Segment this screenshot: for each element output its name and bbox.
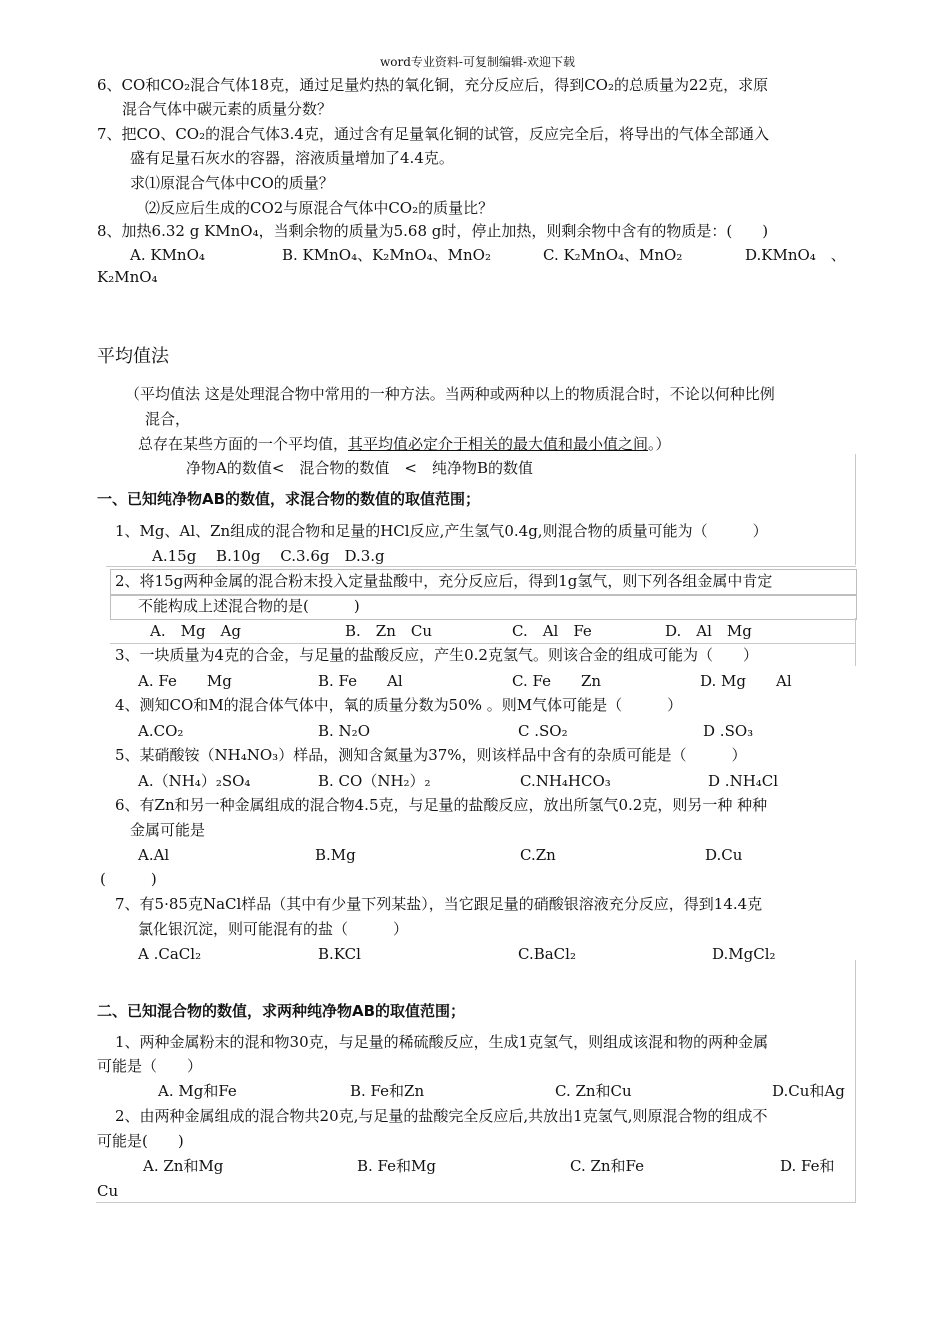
- q7-line1: 7、把CO、CO₂的混合气体3.4克，通过含有足量氧化铜的试管，反应完全后，将导出的气体全部通入: [97, 125, 769, 143]
- p2-q2-option-c: C. Zn和Fe: [570, 1157, 645, 1175]
- q8-option-c: C. K₂MnO₄、MnO₂: [543, 246, 683, 264]
- p1-q6-paren: ( ): [100, 870, 157, 888]
- q8-line1: 8、加热6.32 g KMnO₄，当剩余物的质量为5.68 g时，停止加热，则剩余物中含有的物质是：( ): [97, 222, 769, 240]
- p1-q4-stem: 4、测知CO和M的混合体气体中，氧的质量分数为50% 。则M气体可能是（ ）: [115, 696, 683, 714]
- intro-line2: 混合，: [145, 410, 191, 428]
- p2-q2-line2: 可能是( ): [97, 1132, 184, 1150]
- p1-q2-line2: 不能构成上述混合物的是( ): [138, 597, 360, 615]
- table-border: [106, 566, 856, 567]
- table-border: [96, 1202, 856, 1203]
- intro-line3-a: 总存在某些方面的一个平均值，: [138, 435, 349, 453]
- p2-q2-option-a: A. Zn和Mg: [143, 1157, 224, 1175]
- p1-q5-option-c: C.NH₄HCO₃: [520, 772, 611, 790]
- q6-line1: 6、CO和CO₂混合气体18克，通过足量灼热的氧化铜，充分反应后，得到CO₂的总质量为22克，求原: [97, 76, 769, 94]
- p1-q7-option-c: C.BaCl₂: [518, 945, 576, 963]
- p1-q6-line2: 金属可能是: [130, 821, 206, 839]
- intro-line3: [138, 436, 671, 453]
- p1-q4-option-c: C .SO₂: [518, 722, 568, 740]
- q8-option-a: A. KMnO₄: [130, 246, 205, 264]
- intro-line3-underlined: 其平均值必定介于相关的最大值和最小值之间: [348, 435, 649, 453]
- p1-q6-option-b: B.Mg: [315, 846, 356, 864]
- p1-q4-option-d: D .SO₃: [703, 722, 754, 740]
- p2-q2-option-d-cont: Cu: [97, 1182, 119, 1200]
- p1-q7-option-a: A .CaCl₂: [138, 945, 202, 963]
- p1-q4-option-b: B. N₂O: [318, 722, 370, 740]
- table-border: [855, 618, 856, 666]
- part1-heading: 一、已知纯净物AB的数值，求混合物的数值的取值范围；: [97, 490, 481, 508]
- p1-q2-option-b: B. Zn Cu: [345, 622, 433, 640]
- q7-line4: ⑵反应后生成的CO2与原混合气体中CO₂的质量比？: [145, 199, 494, 217]
- part2-heading: 二、已知混合物的数值，求两种纯净物AB的取值范围；: [97, 1002, 466, 1020]
- p2-q2-line1: 2、由两种金属组成的混合物共20克,与足量的盐酸完全反应后,共放出1克氢气,则原混合物的组成不: [115, 1107, 768, 1125]
- p2-q1-option-a: A. Mg和Fe: [158, 1082, 237, 1100]
- p1-q6-option-a: A.Al: [138, 846, 170, 864]
- q7-line2: 盛有足量石灰水的容器，溶液质量增加了4.4克。: [130, 149, 454, 167]
- p1-q2-option-c: C. Al Fe: [512, 622, 592, 640]
- p1-q2-option-d: D. Al Mg: [665, 622, 752, 640]
- p2-q1-line1: 1、两种金属粉末的混和物30克，与足量的稀硫酸反应，生成1克氢气，则组成该混和物的两种金属: [115, 1033, 769, 1051]
- p1-q3-option-b: B. Fe Al: [318, 672, 403, 690]
- p2-q2-option-d: D. Fe和: [780, 1157, 835, 1175]
- intro-formula: 净物A的数值< 混合物的数值 < 纯净物B的数值: [186, 459, 533, 477]
- p1-q6-option-d: D.Cu: [705, 846, 743, 864]
- p1-q7-option-d: D.MgCl₂: [712, 945, 776, 963]
- p1-q2-option-a: A. Mg Ag: [150, 622, 241, 640]
- p2-q1-option-d: D.Cu和Ag: [772, 1082, 845, 1100]
- p1-q5-option-d: D .NH₄Cl: [708, 772, 779, 790]
- p1-q5-stem: 5、某硝酸铵（NH₄NO₃）样品，测知含氮量为37%，则该样品中含有的杂质可能是（ ）: [115, 746, 747, 764]
- table-border: [855, 960, 856, 1202]
- p1-q3-option-c: C. Fe Zn: [512, 672, 602, 690]
- page-header: word专业资料-可复制编辑-欢迎下载: [380, 55, 576, 69]
- intro-line3-c: 。）: [648, 435, 671, 453]
- p1-q3-stem: 3、一块质量为4克的合金，与足量的盐酸反应，产生0.2克氢气。则该合金的组成可能为（ ）: [115, 646, 758, 664]
- p1-q7-line1: 7、有5·85克NaCl样品（其中有少量下列某盐），当它跟足量的硝酸银溶液充分反应，得到14.4克: [115, 895, 763, 913]
- p1-q6-option-c: C.Zn: [520, 846, 556, 864]
- p1-q2-line1: 2、将15g两种金属的混合粉末投入定量盐酸中，充分反应后，得到1g氢气，则下列各组金属中肯定: [115, 572, 773, 590]
- p2-q1-option-b: B. Fe和Zn: [350, 1082, 425, 1100]
- p2-q1-line2: 可能是（ ）: [97, 1057, 203, 1075]
- p1-q3-option-a: A. Fe Mg: [138, 672, 232, 690]
- p1-q4-option-a: A.CO₂: [138, 722, 184, 740]
- intro-line1: （平均值法 这是处理混合物中常用的一种方法。当两种或两种以上的物质混合时，不论以何种比例: [125, 385, 775, 403]
- table-border: [110, 643, 856, 644]
- p1-q3-option-d: D. Mg Al: [700, 672, 792, 690]
- q8-option-b: B. KMnO₄、K₂MnO₄、MnO₂: [282, 246, 491, 264]
- p1-q1-options: A.15g B.10g C.3.6g D.3.g: [152, 547, 385, 565]
- p2-q1-option-c: C. Zn和Cu: [555, 1082, 632, 1100]
- q7-line3: 求⑴原混合气体中CO的质量？: [130, 174, 334, 192]
- q8-option-d-cont: K₂MnO₄: [97, 268, 158, 286]
- p1-q1-stem: 1、Mg、Al、Zn组成的混合物和足量的HCl反应,产生氢气0.4g,则混合物的质量可能为（ ）: [115, 522, 768, 540]
- p1-q6-line1: 6、有Zn和另一种金属组成的混合物4.5克，与足量的盐酸反应，放出所氢气0.2克，则另一种 种种: [115, 796, 768, 814]
- q8-option-d: D.KMnO₄ 、: [745, 246, 846, 264]
- p1-q5-option-b: B. CO（NH₂）₂: [318, 772, 431, 790]
- p1-q7-line2: 氯化银沉淀，则可能混有的盐（ ）: [138, 920, 409, 938]
- p1-q5-option-a: A.（NH₄）₂SO₄: [138, 772, 251, 790]
- q6-line2: 混合气体中碳元素的质量分数？: [122, 100, 333, 118]
- p2-q2-option-b: B. Fe和Mg: [357, 1157, 436, 1175]
- p1-q7-option-b: B.KCl: [318, 945, 361, 963]
- table-border: [855, 454, 856, 565]
- section-title: 平均值法: [97, 346, 169, 367]
